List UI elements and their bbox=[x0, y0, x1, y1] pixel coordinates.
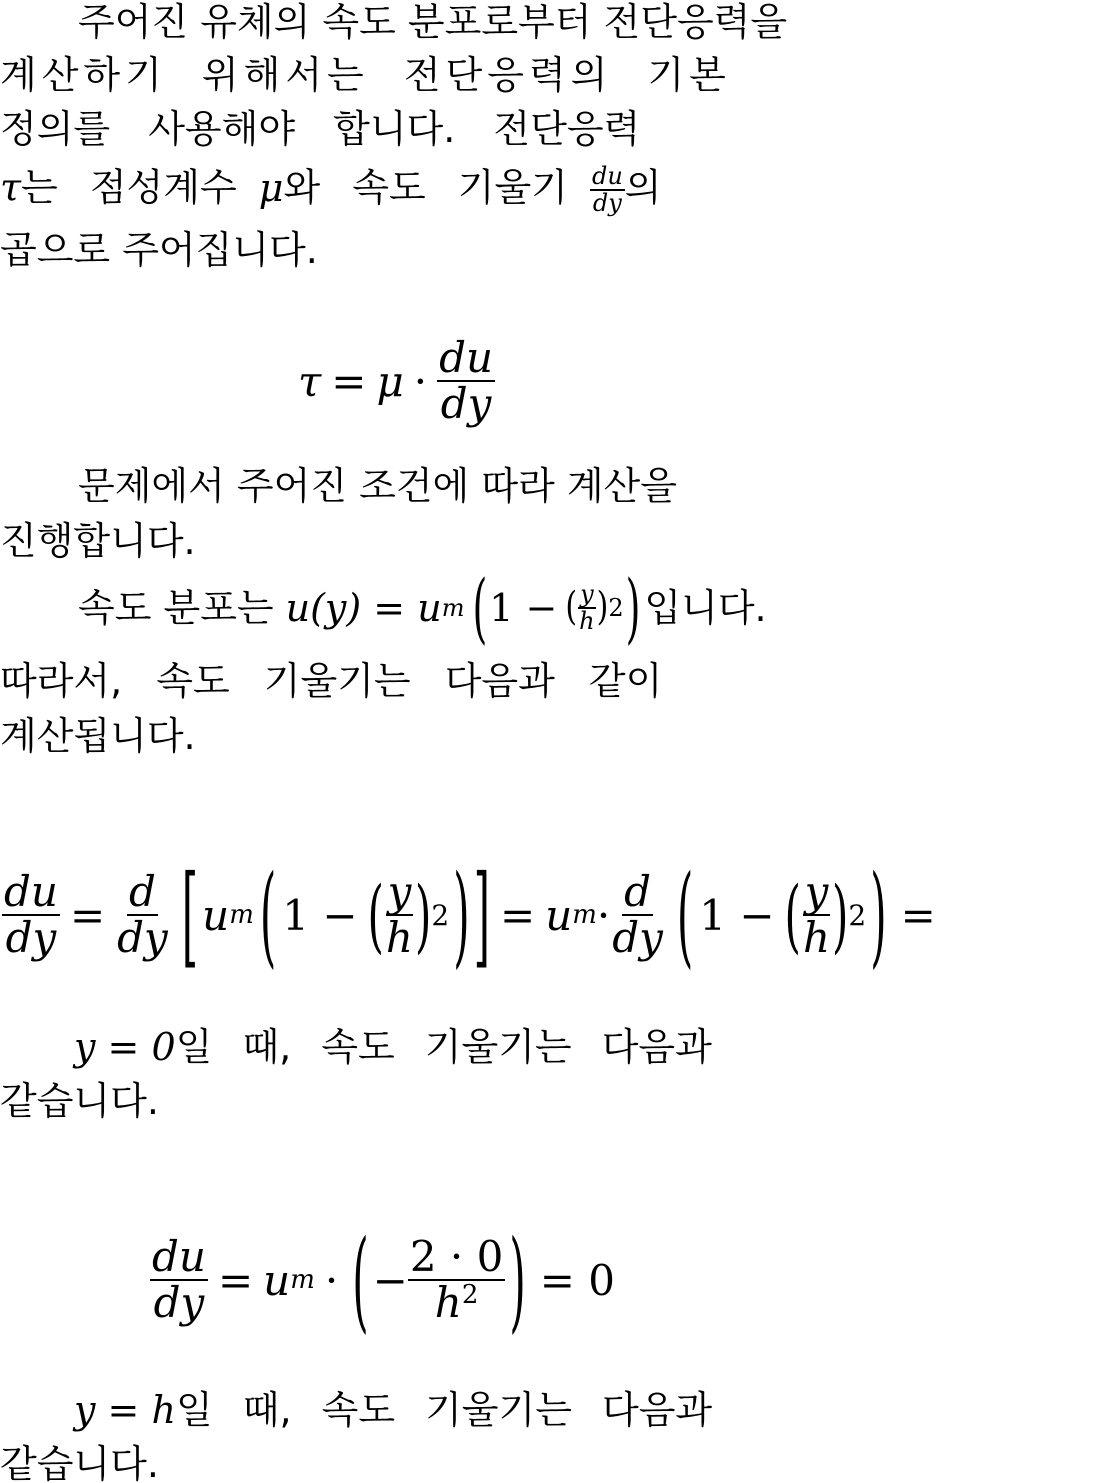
fraction-numerator: y bbox=[387, 866, 412, 916]
paragraph-line bbox=[0, 716, 196, 756]
text-span: 입니다. bbox=[644, 586, 767, 630]
one-minus: 1 − bbox=[282, 890, 358, 940]
equation-shear-stress bbox=[298, 322, 495, 440]
mu-symbol: μ bbox=[258, 165, 284, 210]
fraction-denominator: dy bbox=[5, 913, 57, 962]
exponent: 2 bbox=[431, 898, 450, 932]
paragraph-line bbox=[74, 1390, 712, 1430]
paragraph-line bbox=[0, 521, 196, 561]
subscript-m: m bbox=[572, 900, 597, 930]
minus-sign: − bbox=[372, 1255, 408, 1305]
subscript-m: m bbox=[441, 594, 465, 622]
u-symbol: u bbox=[545, 890, 573, 940]
dot-operator: · bbox=[596, 890, 611, 940]
u-symbol: u bbox=[263, 1255, 291, 1305]
fraction-numerator: du bbox=[591, 162, 623, 190]
text-line: 문제에서 주어진 조건에 따라 계산을 bbox=[78, 464, 677, 508]
du-dy-fraction bbox=[437, 332, 495, 428]
right-paren: ) bbox=[832, 868, 849, 962]
text-span: 일 때, 속도 기울기는 다음과 bbox=[175, 1025, 712, 1069]
fraction-numerator: du bbox=[439, 332, 494, 382]
equation-velocity-gradient bbox=[2, 850, 946, 980]
text-line: 같습니다. bbox=[0, 1442, 159, 1483]
text-line: 계산하기 위해서는 전단응력의 기본 bbox=[0, 53, 731, 97]
h-symbol: h bbox=[434, 1278, 462, 1327]
paragraph-line bbox=[78, 466, 677, 506]
right-paren: ) bbox=[453, 851, 470, 979]
text-span: 와 속도 기울기 bbox=[283, 165, 568, 210]
condition-math: y = 0 bbox=[74, 1025, 176, 1069]
left-paren: ( bbox=[784, 868, 801, 962]
text-line: 주어진 유체의 속도 분포로부터 전단응력을 bbox=[78, 0, 788, 44]
left-bracket: [ bbox=[181, 851, 199, 979]
paragraph-line bbox=[0, 164, 662, 216]
fraction-numerator: d bbox=[129, 866, 156, 916]
d-dy-operator bbox=[115, 866, 170, 962]
left-paren: ( bbox=[676, 851, 694, 979]
text-line: 계산됩니다. bbox=[0, 714, 196, 758]
exponent: 2 bbox=[461, 1280, 479, 1310]
fraction-denominator: dy bbox=[117, 913, 168, 962]
condition-math: y = h bbox=[74, 1388, 176, 1432]
right-paren: ) bbox=[625, 564, 641, 652]
one-minus: 1 − bbox=[489, 586, 558, 630]
paragraph-line bbox=[78, 2, 787, 42]
text-span: 의 bbox=[624, 165, 662, 210]
y-over-h-fraction bbox=[384, 866, 415, 962]
equals-sign: = bbox=[900, 890, 936, 940]
tau-symbol: τ bbox=[0, 165, 22, 210]
paragraph-line bbox=[74, 1027, 712, 1067]
left-paren: ( bbox=[259, 851, 277, 979]
paragraph-line bbox=[0, 661, 662, 701]
equals-sign: = bbox=[331, 356, 367, 406]
paragraph-line bbox=[0, 1444, 159, 1483]
subscript-m: m bbox=[229, 900, 254, 930]
fraction-numerator: y bbox=[804, 866, 829, 916]
fraction-denominator: dy bbox=[612, 913, 663, 962]
velocity-profile-math: u(y) = u bbox=[285, 586, 442, 630]
paragraph-line bbox=[0, 109, 640, 149]
tau-symbol: τ bbox=[298, 356, 322, 406]
text-line: 정의를 사용해야 합니다. 전단응력 bbox=[0, 107, 641, 151]
paragraph-line bbox=[0, 230, 318, 270]
fraction-denominator: dy bbox=[153, 1278, 205, 1327]
fraction-denominator: h bbox=[579, 607, 595, 635]
one-minus: 1 − bbox=[699, 890, 775, 940]
equals-sign: = bbox=[69, 890, 106, 940]
du-dy-fraction bbox=[2, 866, 60, 962]
text-line: 곱으로 주어집니다. bbox=[0, 228, 318, 272]
text-line: 같습니다. bbox=[0, 1079, 159, 1123]
equation-result: = 0 bbox=[539, 1255, 615, 1305]
text-span: 속도 분포는 bbox=[78, 586, 274, 630]
mu-symbol: μ bbox=[376, 356, 404, 406]
left-paren: ( bbox=[565, 584, 578, 631]
text-span: 는 점성계수 bbox=[21, 165, 237, 210]
left-paren: ( bbox=[472, 564, 488, 652]
paragraph-line bbox=[0, 1081, 159, 1121]
right-paren: ) bbox=[414, 868, 432, 962]
right-paren: ) bbox=[870, 851, 887, 979]
right-paren: ) bbox=[596, 584, 609, 631]
text-line: 따라서, 속도 기울기는 다음과 같이 bbox=[0, 659, 663, 703]
paragraph-line bbox=[78, 564, 767, 652]
d-dy-operator bbox=[610, 866, 665, 962]
fraction-denominator: dy bbox=[592, 189, 622, 218]
u-symbol: u bbox=[202, 890, 230, 940]
right-paren: ) bbox=[509, 1216, 526, 1344]
text-span: 일 때, 속도 기울기는 다음과 bbox=[175, 1388, 713, 1432]
left-paren: ( bbox=[352, 1216, 369, 1344]
equation-gradient-at-wall: $\frac{du}{dy}$ = u m · ( − $\frac{2 \cdot 0}{h^2}$ ) = 0 bbox=[152, 1216, 615, 1344]
fraction-numerator: d bbox=[624, 866, 652, 916]
fraction-numerator: 2 · 0 bbox=[409, 1231, 504, 1281]
left-paren: ( bbox=[367, 868, 384, 962]
exponent: 2 bbox=[608, 594, 624, 622]
velocity-gradient-fraction bbox=[590, 164, 625, 216]
subscript-m: m bbox=[290, 1265, 315, 1295]
two-zero-over-h2-fraction bbox=[408, 1231, 506, 1327]
text-line: 진행합니다. bbox=[0, 519, 196, 563]
fraction-numerator: du bbox=[152, 1231, 206, 1281]
right-bracket: ] bbox=[473, 851, 490, 979]
fraction-denominator: dy bbox=[440, 379, 492, 428]
y-over-h-fraction bbox=[577, 579, 596, 635]
equals-sign: = bbox=[499, 890, 536, 940]
fraction-denominator: h bbox=[802, 913, 830, 962]
exponent: 2 bbox=[848, 898, 867, 932]
fraction-numerator: du bbox=[4, 866, 58, 916]
fraction-denominator bbox=[433, 1278, 481, 1327]
du-dy-fraction bbox=[150, 1231, 208, 1327]
fraction-numerator: y bbox=[580, 579, 594, 608]
paragraph-line bbox=[0, 55, 731, 95]
dot-operator: · bbox=[324, 1255, 339, 1305]
y-over-h-fraction bbox=[801, 866, 832, 962]
fraction-denominator: h bbox=[385, 913, 413, 962]
dot-operator: · bbox=[413, 356, 428, 406]
